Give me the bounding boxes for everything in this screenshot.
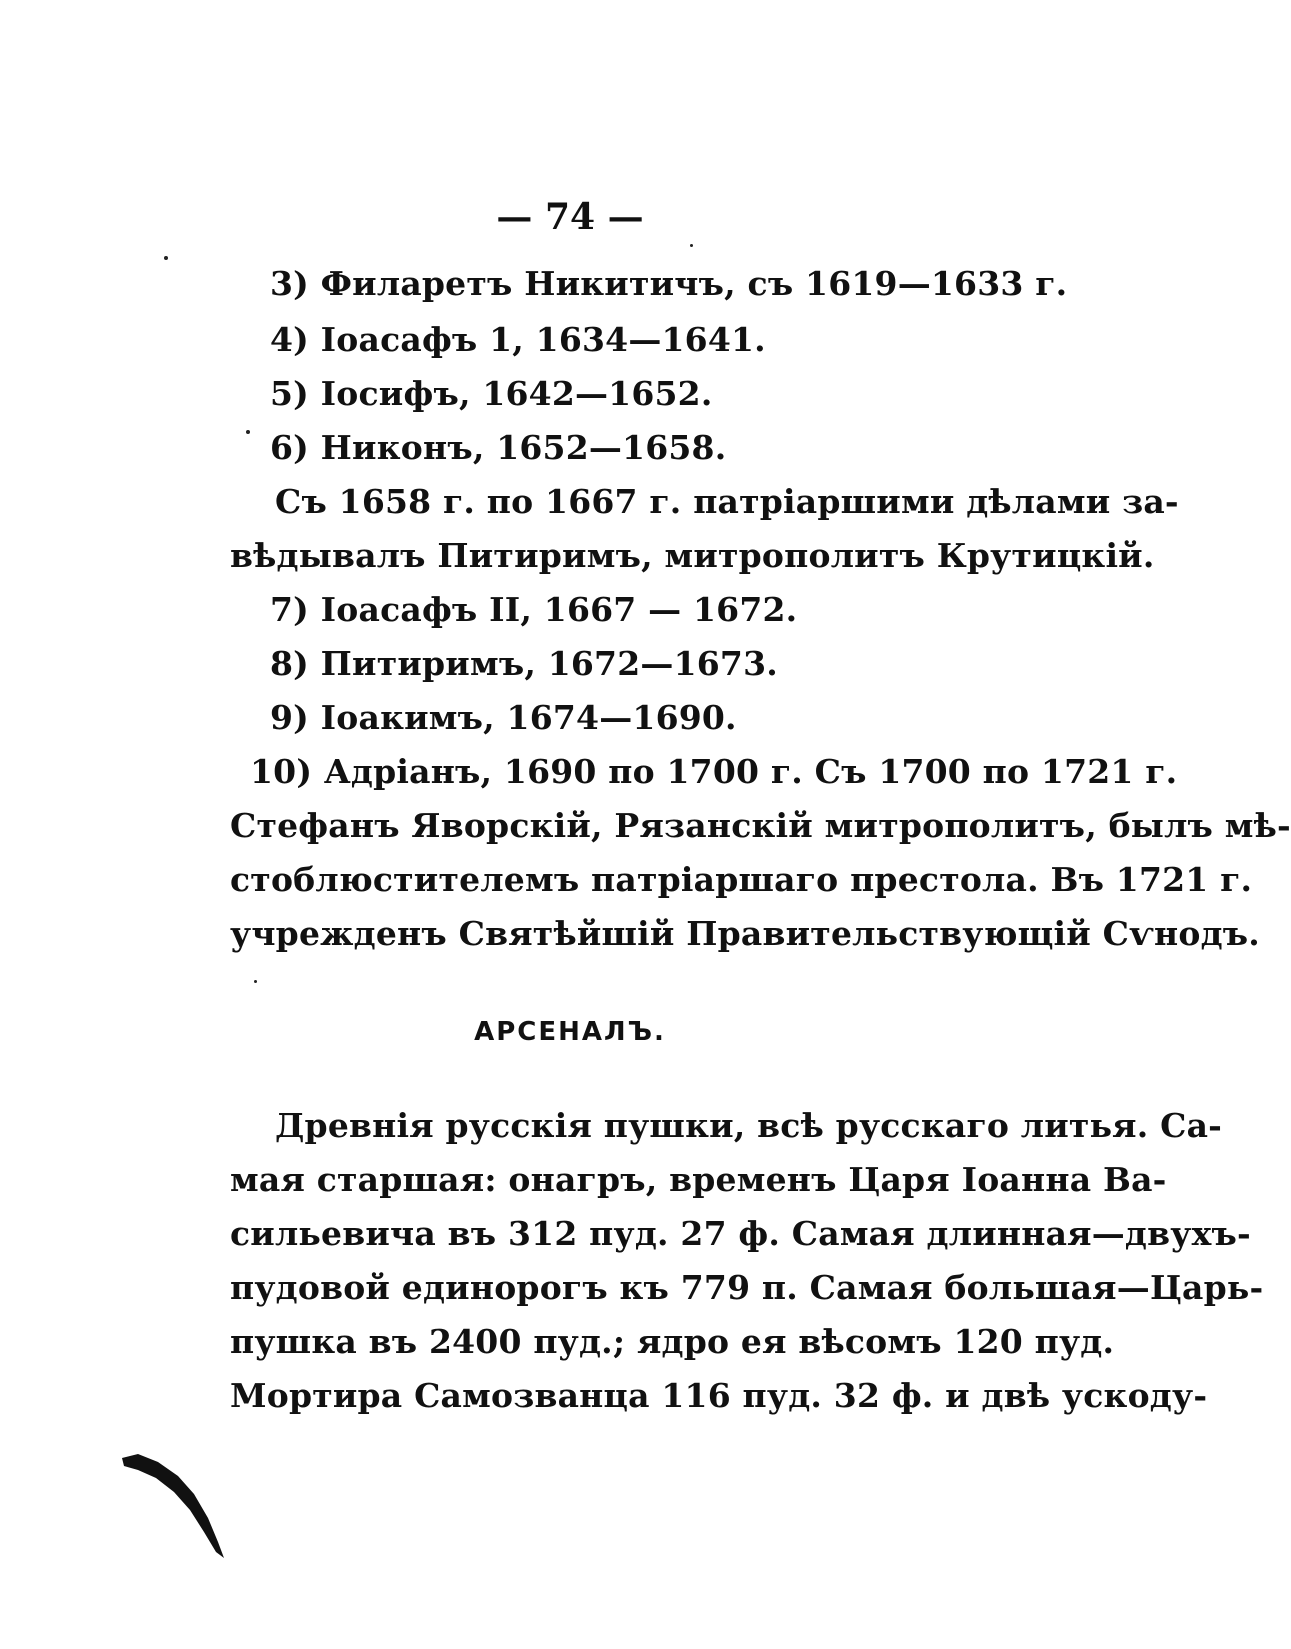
scan-speck: [690, 244, 693, 247]
list-item-9: 9) Іоакимъ, 1674—1690.: [270, 698, 737, 737]
scan-speck: [164, 256, 168, 260]
list-item-7: 7) Іоасафъ II, 1667 — 1672.: [270, 590, 798, 629]
interregnum-line-2: вѣдывалъ Питиримъ, митрополитъ Крутицкій.: [230, 536, 1155, 575]
scan-speck: [246, 430, 250, 434]
arsenal-line-2: мая старшая: онагръ, временъ Царя Іоанна Ва-: [230, 1160, 1167, 1199]
list-item-4: 4) Іоасафъ 1, 1634—1641.: [270, 320, 766, 359]
scan-speck: [254, 980, 257, 983]
arsenal-line-3: сильевича въ 312 пуд. 27 ф. Самая длинная—двухъ-: [230, 1214, 1251, 1253]
list-item-10: 10) Адріанъ, 1690 по 1700 г. Съ 1700 по 1721 г.: [250, 752, 1178, 791]
list-item-3: 3) Филаретъ Никитичъ, съ 1619—1633 г.: [270, 264, 1068, 303]
list-item-5: 5) Іосифъ, 1642—1652.: [270, 374, 713, 413]
arsenal-line-5: пушка въ 2400 пуд.; ядро ея вѣсомъ 120 пуд.: [230, 1322, 1115, 1361]
section-heading: АРСЕНАЛЪ.: [474, 1017, 666, 1047]
interregnum-line-1: Съ 1658 г. по 1667 г. патріаршими дѣлами за-: [275, 482, 1179, 521]
arsenal-line-4: пудовой единорогъ къ 779 п. Самая большая—Царь-: [230, 1268, 1264, 1307]
page-number: — 74 —: [496, 196, 644, 238]
list-item-6: 6) Никонъ, 1652—1658.: [270, 428, 727, 467]
arsenal-line-6: Мортира Самозванца 116 пуд. 32 ф. и двѣ ускоду-: [230, 1376, 1208, 1415]
arsenal-line-1: Древнія русскія пушки, всѣ русскаго литья. Са-: [275, 1106, 1223, 1145]
scan-mark: [120, 1452, 230, 1562]
adrian-line-2: Стефанъ Яворскій, Рязанскій митрополитъ, былъ мѣ-: [230, 806, 1291, 845]
list-item-8: 8) Питиримъ, 1672—1673.: [270, 644, 778, 683]
adrian-line-3: стоблюстителемъ патріаршаго престола. Въ 1721 г.: [230, 860, 1253, 899]
adrian-line-4: учрежденъ Святѣйшій Правительствующій Сѵнодъ.: [230, 914, 1260, 953]
